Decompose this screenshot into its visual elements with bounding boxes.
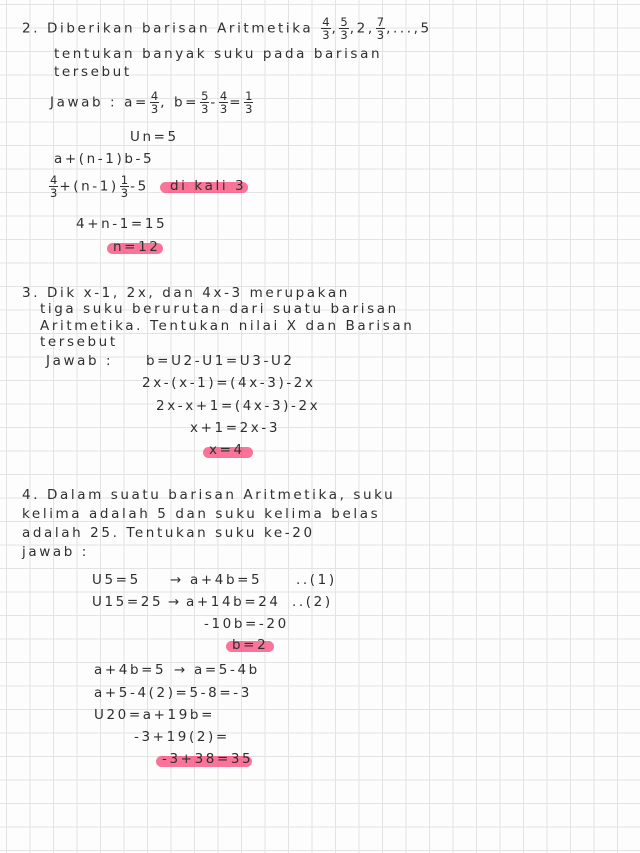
fraction: $\frac{5}{3}$	[201, 89, 209, 116]
problem-4-eq-2: U15=25	[92, 594, 164, 610]
problem-2-formula: a+(n-1)b-5	[54, 151, 155, 167]
problem-2-substitution: $\frac{4}{3}$ +(n-1) $\frac{1}{3}$ -5	[50, 173, 149, 200]
problem-4-rearrange-4: -3+19(2)=	[134, 729, 230, 745]
fraction: $\frac{5}{3}$	[340, 15, 348, 42]
problem-2-note: di kali 3	[170, 178, 247, 194]
fraction: $\frac{1}{3}$	[120, 173, 129, 200]
problem-4-eq-1-tag: ..(1)	[296, 572, 337, 588]
problem-3-step-1: 2x-(x-1)=(4x-3)-2x	[142, 375, 316, 391]
fraction: $\frac{4}{3}$	[219, 89, 228, 116]
problem-2-un: Un=5	[130, 129, 179, 145]
problem-4-rearrange-3: U20=a+19b=	[94, 707, 216, 723]
problem-3-line-3: Aritmetika. Tentukan nilai X dan Barisan	[40, 318, 415, 334]
problem-4-b-answer: b=2	[232, 637, 269, 653]
problem-3-line-4: tersebut	[40, 334, 118, 350]
problem-3-line-2: tiga suku berurutan dari suatu barisan	[40, 301, 399, 317]
problem-4-rearrange-2: a+5-4(2)=5-8=-3	[94, 685, 252, 701]
problem-4-line-1: 4. Dalam suatu barisan Aritmetika, suku	[22, 487, 396, 503]
fraction: $\frac{4}{3}$	[322, 15, 330, 42]
problem-4-jawab: jawab :	[22, 544, 89, 560]
problem-3-line-1: 3. Dik x-1, 2x, dan 4x-3 merupakan	[22, 285, 350, 301]
problem-4-line-3: adalah 25. Tentukan suku ke-20	[22, 525, 315, 541]
problem-2-line-2: tentukan banyak suku pada barisan	[54, 46, 383, 62]
problem-3-step-2: 2x-x+1=(4x-3)-2x	[156, 398, 321, 414]
problem-2-answer: n=12	[113, 239, 161, 255]
problem-3-step-3: x+1=2x-3	[190, 420, 281, 436]
problem-2-given: Jawab : a= $\frac{4}{3}$ , b= $\frac{5}{3}$ - $\frac{4}{3}$ = $\frac{1}{3}$	[50, 89, 253, 116]
problem-4-rearrange-1: a+4b=5	[94, 662, 167, 678]
fraction: $\frac{1}{3}$	[245, 89, 253, 116]
problem-3-jawab: Jawab :	[46, 353, 114, 369]
problem-3-b-definition: b=U2-U1=U3-U2	[146, 353, 295, 369]
fraction: $\frac{4}{3}$	[50, 173, 58, 200]
problem-4-eq-2-expr: a+14b=24	[186, 594, 281, 610]
problem-2-step: 4+n-1=15	[76, 216, 168, 232]
problem-4-difference: -10b=-20	[204, 616, 289, 632]
fraction: $\frac{4}{3}$	[150, 89, 159, 116]
problem-2-header: 2. Diberikan barisan Aritmetika $\frac{4}{3}$ , $\frac{5}{3}$ ,2, $\frac{7}{3}$ ,...,5	[22, 15, 432, 42]
arrow-icon: →	[168, 594, 182, 610]
problem-4-eq-2-tag: ..(2)	[292, 594, 333, 610]
fraction: $\frac{7}{3}$	[376, 15, 385, 42]
problem-3-answer: x=4	[209, 442, 245, 458]
problem-4-eq-1-expr: a+4b=5	[190, 572, 263, 588]
problem-4-line-2: kelima adalah 5 dan suku kelima belas	[22, 506, 381, 522]
arrow-icon: →	[170, 572, 184, 588]
problem-4-final-answer: -3+38=35	[162, 751, 254, 767]
problem-4-eq-1: U5=5	[92, 572, 141, 588]
arrow-icon: →	[174, 662, 188, 678]
problem-2-line-3: tersebut	[54, 64, 132, 80]
problem-4-rearrange-1-expr: a=5-4b	[194, 662, 260, 678]
